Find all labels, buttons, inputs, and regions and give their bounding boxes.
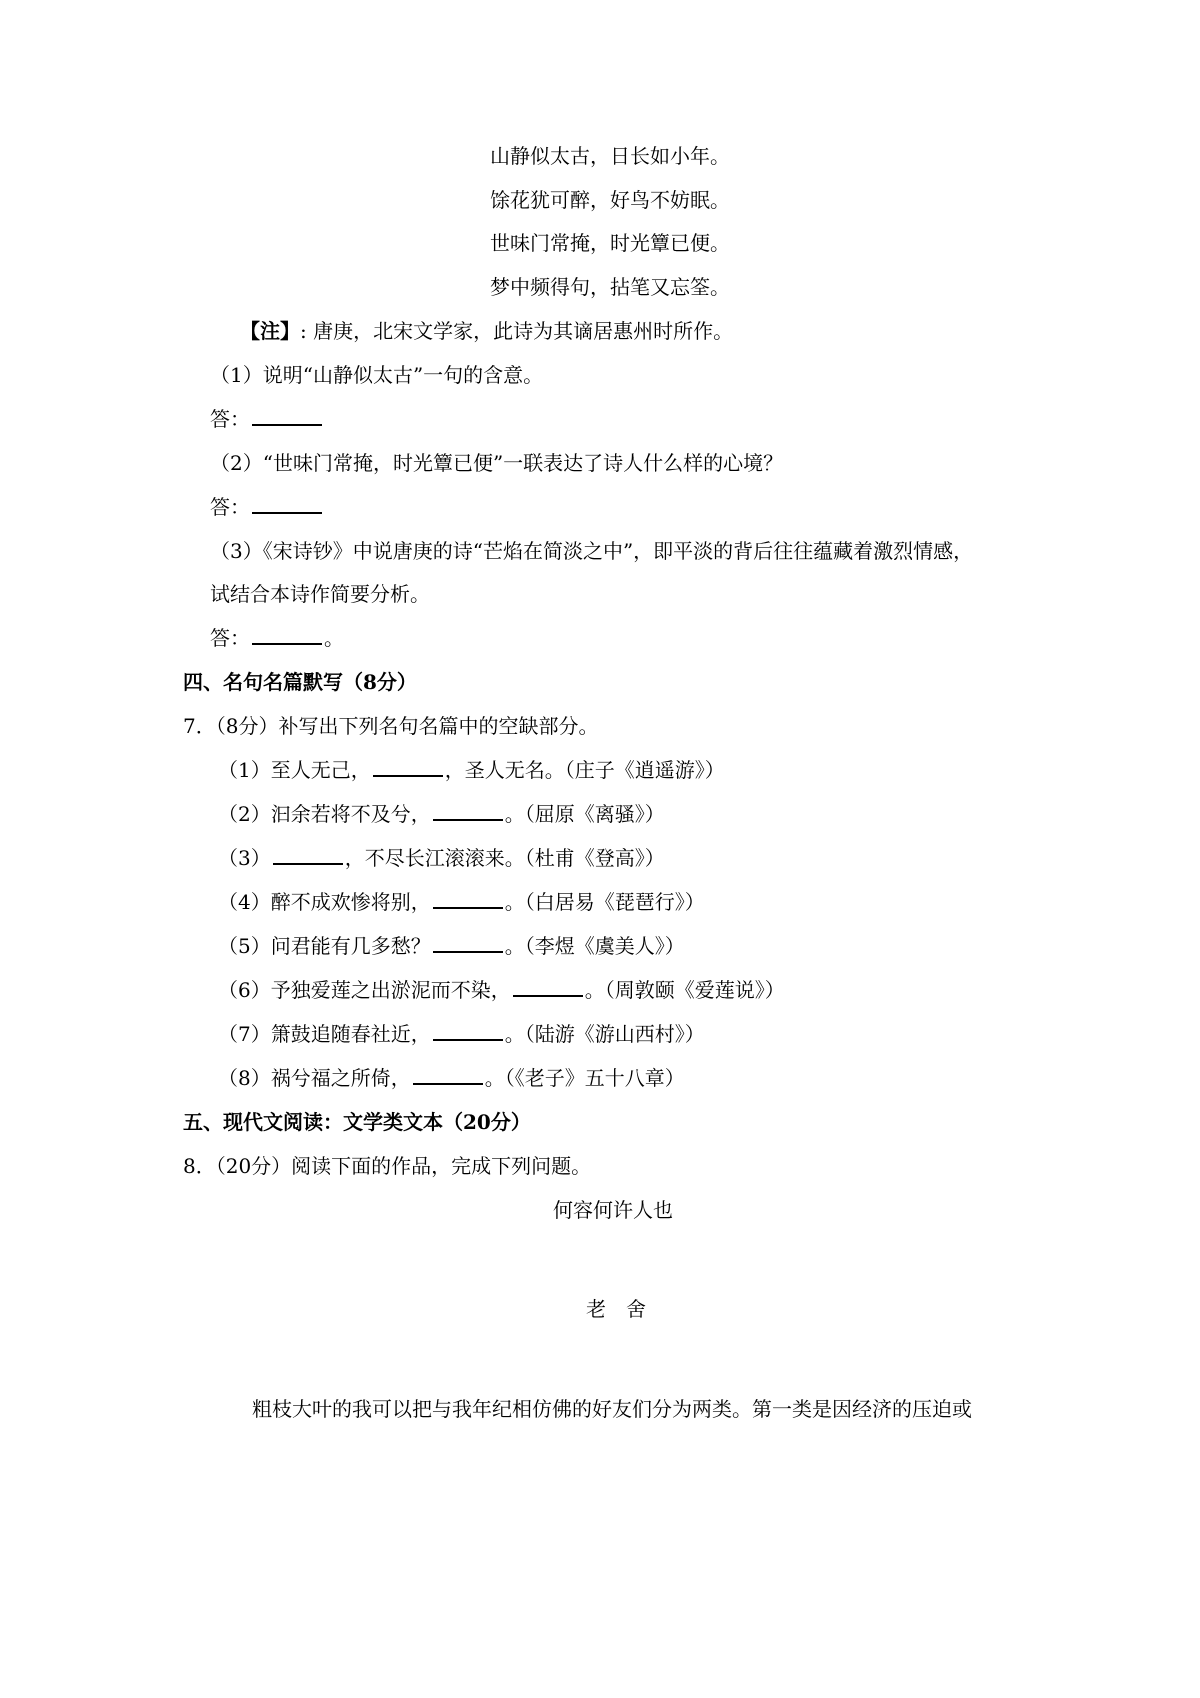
recite-item: （1）至人无己， ，圣人无名。（庄子《逍遥游》） (218, 758, 725, 782)
answer-label: 答： (210, 626, 250, 650)
recite-item: （4）醉不成欢惨将别， 。（白居易《琵琶行》） (218, 890, 705, 914)
poem-line: 山静似太古，日长如小年。 (490, 144, 730, 168)
recite-blank[interactable] (513, 977, 583, 997)
recite-blank[interactable] (273, 845, 343, 865)
answer-end: 。 (324, 626, 344, 650)
recite-blank[interactable] (413, 1065, 483, 1085)
recite-item: （7）箫鼓追随春社近， 。（陆游《游山西村》） (218, 1022, 705, 1046)
recite-item: （8）祸兮福之所倚， 。（《老子》五十八章） (218, 1066, 685, 1090)
recite-blank[interactable] (433, 801, 503, 821)
recite-item: （3） ，不尽长江滚滚来。（杜甫《登高》） (218, 846, 665, 870)
poem-line: 梦中频得句，拈笔又忘筌。 (490, 275, 730, 299)
section5-heading: 五、现代文阅读：文学类文本（20分） (183, 1110, 531, 1134)
answer-blank[interactable] (252, 625, 322, 645)
q6-answer2 (210, 493, 324, 521)
answer-label: 答： (210, 407, 250, 431)
answer-blank[interactable] (252, 494, 322, 514)
recite-blank[interactable] (433, 889, 503, 909)
recite-blank[interactable] (433, 1021, 503, 1041)
q6-sub2: （2）“世味门常掩，时光簟已便”一联表达了诗人什么样的心境？ (210, 451, 784, 475)
q7-question: 7．（8分）补写出下列名句名篇中的空缺部分。 (183, 714, 599, 738)
article-title: 何容何许人也 (553, 1198, 673, 1222)
answer-label: 答： (210, 495, 250, 519)
note-label: 【注】 (240, 319, 300, 343)
q6-answer3 (210, 624, 344, 652)
q6-answer1 (210, 405, 324, 433)
recite-blank[interactable] (373, 757, 443, 777)
answer-blank[interactable] (252, 406, 322, 426)
article-author: 老 舍 (586, 1297, 646, 1321)
q6-sub3-line1: （3）《宋诗钞》中说唐庚的诗“芒焰在简淡之中”，即平淡的背后往往蕴藏着激烈情感， (210, 539, 974, 563)
q6-sub3-line2: 试结合本诗作简要分析。 (210, 582, 430, 606)
q8-question: 8．（20分）阅读下面的作品，完成下列问题。 (183, 1154, 592, 1178)
recite-blank[interactable] (433, 933, 503, 953)
article-paragraph: 粗枝大叶的我可以把与我年纪相仿佛的好友们分为两类。第一类是因经济的压迫或 (252, 1397, 972, 1421)
q6-sub1: （1）说明“山静似太古”一句的含意。 (210, 363, 544, 387)
note-text: : 唐庚，北宋文学家，此诗为其谪居惠州时所作。 (300, 319, 734, 343)
section4-heading: 四、名句名篇默写（8分） (183, 670, 417, 694)
poem-note (240, 317, 733, 345)
recite-item: （2）汩余若将不及兮， 。（屈原《离骚》） (218, 802, 665, 826)
poem-line: 世味门常掩，时光簟已便。 (490, 231, 730, 255)
recite-item: （5）问君能有几多愁？ 。（李煜《虞美人》） (218, 934, 685, 958)
recite-item: （6）予独爱莲之出淤泥而不染， 。（周敦颐《爱莲说》） (218, 978, 785, 1002)
poem-line: 馀花犹可醉，好鸟不妨眠。 (490, 188, 730, 212)
